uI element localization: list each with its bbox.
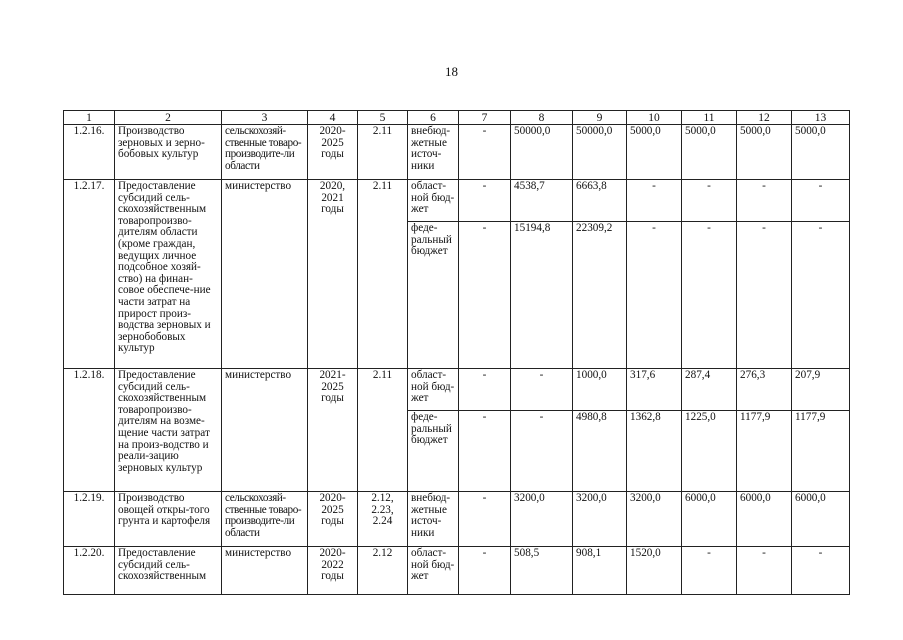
- column-header: 6: [408, 111, 459, 125]
- row-source: феде-ральный бюджет: [408, 222, 459, 369]
- row-cell: 5000,0: [627, 125, 682, 180]
- row-code: 1.2.17.: [64, 180, 115, 369]
- row-source: внебюд-жетные источ-ники: [408, 492, 459, 547]
- row-executor: министерство: [222, 547, 308, 595]
- row-ref: 2.11: [358, 369, 408, 492]
- column-header: 11: [682, 111, 737, 125]
- row-cell: -: [682, 222, 737, 369]
- row-cell: -: [459, 411, 511, 492]
- row-years: 2020, 2021 годы: [308, 180, 358, 369]
- column-header: 5: [358, 111, 408, 125]
- row-name: Предоставление субсидий сель-скохозяйственным товаропроизво-дителям области (кроме граждан, ведущих личное подсобное хозяй-ство) на финан-совое обеспече-ние части затрат на прирост произ-водства зерновых и зернобобовых культур: [115, 180, 222, 369]
- row-cell: 908,1: [573, 547, 627, 595]
- row-cell: 15194,8: [511, 222, 573, 369]
- row-years: 2020-2025 годы: [308, 125, 358, 180]
- column-header: 12: [737, 111, 792, 125]
- row-cell: 276,3: [737, 369, 792, 411]
- row-source: област-ной бюд-жет: [408, 180, 459, 222]
- row-cell: 207,9: [792, 369, 850, 411]
- column-header: 2: [115, 111, 222, 125]
- row-executor: сельскохозяй-ственные товаро-производите-ли области: [222, 125, 308, 180]
- row-cell: -: [627, 222, 682, 369]
- row-cell: 50000,0: [573, 125, 627, 180]
- table-row: [64, 492, 850, 547]
- row-source: област-ной бюд-жет: [408, 369, 459, 411]
- row-code: 1.2.19.: [64, 492, 115, 547]
- row-cell: -: [682, 180, 737, 222]
- row-source: област-ной бюд-жет: [408, 547, 459, 595]
- column-number-row: [64, 111, 850, 125]
- row-ref: 2.11: [358, 125, 408, 180]
- row-cell: 1520,0: [627, 547, 682, 595]
- row-cell: 1177,9: [737, 411, 792, 492]
- table-row: [64, 547, 850, 595]
- row-cell: 6000,0: [792, 492, 850, 547]
- program-table: [63, 110, 850, 595]
- row-name: Предоставление субсидий сель-скохозяйственным: [115, 547, 222, 595]
- row-cell: 508,5: [511, 547, 573, 595]
- row-cell: -: [682, 547, 737, 595]
- table-row: [64, 180, 850, 222]
- row-cell: -: [511, 411, 573, 492]
- row-cell: 6000,0: [737, 492, 792, 547]
- row-cell: 3200,0: [511, 492, 573, 547]
- row-executor: министерство: [222, 180, 308, 369]
- row-cell: -: [792, 180, 850, 222]
- row-years: 2021-2025 годы: [308, 369, 358, 492]
- row-cell: 6000,0: [682, 492, 737, 547]
- row-name: Предоставление субсидий сель-скохозяйственным товаропроизво-дителям на возме-щение части затрат на произ-водство и реали-зацию зерновых культур: [115, 369, 222, 492]
- row-cell: 50000,0: [511, 125, 573, 180]
- column-header: 4: [308, 111, 358, 125]
- row-source: феде-ральный бюджет: [408, 411, 459, 492]
- column-header: 9: [573, 111, 627, 125]
- row-cell: -: [459, 547, 511, 595]
- row-cell: -: [737, 547, 792, 595]
- row-cell: 6663,8: [573, 180, 627, 222]
- row-cell: 4980,8: [573, 411, 627, 492]
- row-cell: -: [459, 125, 511, 180]
- row-name: Производство зерновых и зерно-бобовых культур: [115, 125, 222, 180]
- row-cell: 3200,0: [573, 492, 627, 547]
- row-cell: 5000,0: [737, 125, 792, 180]
- row-cell: 3200,0: [627, 492, 682, 547]
- row-cell: 5000,0: [682, 125, 737, 180]
- row-cell: 287,4: [682, 369, 737, 411]
- row-name: Производство овощей откры-того грунта и картофеля: [115, 492, 222, 547]
- row-cell: 22309,2: [573, 222, 627, 369]
- column-header: 1: [64, 111, 115, 125]
- row-cell: -: [459, 180, 511, 222]
- row-cell: 1225,0: [682, 411, 737, 492]
- table-row: [64, 125, 850, 180]
- row-executor: министерство: [222, 369, 308, 492]
- table-row: [64, 369, 850, 411]
- row-years: 2020-2025 годы: [308, 492, 358, 547]
- row-cell: -: [459, 369, 511, 411]
- row-cell: -: [459, 222, 511, 369]
- row-cell: 1177,9: [792, 411, 850, 492]
- row-code: 1.2.16.: [64, 125, 115, 180]
- column-header: 13: [792, 111, 850, 125]
- row-cell: 317,6: [627, 369, 682, 411]
- row-cell: -: [459, 492, 511, 547]
- row-cell: 1362,8: [627, 411, 682, 492]
- row-executor: сельскохозяй-ственные товаро-производите-ли области: [222, 492, 308, 547]
- row-cell: -: [627, 180, 682, 222]
- row-cell: -: [792, 222, 850, 369]
- column-header: 8: [511, 111, 573, 125]
- row-ref: 2.12: [358, 547, 408, 595]
- row-code: 1.2.18.: [64, 369, 115, 492]
- row-source: внебюд-жетные источ-ники: [408, 125, 459, 180]
- row-cell: 5000,0: [792, 125, 850, 180]
- row-ref: 2.12, 2.23, 2.24: [358, 492, 408, 547]
- row-cell: 1000,0: [573, 369, 627, 411]
- row-cell: -: [737, 222, 792, 369]
- column-header: 10: [627, 111, 682, 125]
- row-ref: 2.11: [358, 180, 408, 369]
- row-cell: -: [737, 180, 792, 222]
- row-years: 2020-2022 годы: [308, 547, 358, 595]
- page-number: 18: [445, 64, 458, 79]
- row-cell: -: [792, 547, 850, 595]
- row-cell: 4538,7: [511, 180, 573, 222]
- column-header: 7: [459, 111, 511, 125]
- column-header: 3: [222, 111, 308, 125]
- row-cell: -: [511, 369, 573, 411]
- row-code: 1.2.20.: [64, 547, 115, 595]
